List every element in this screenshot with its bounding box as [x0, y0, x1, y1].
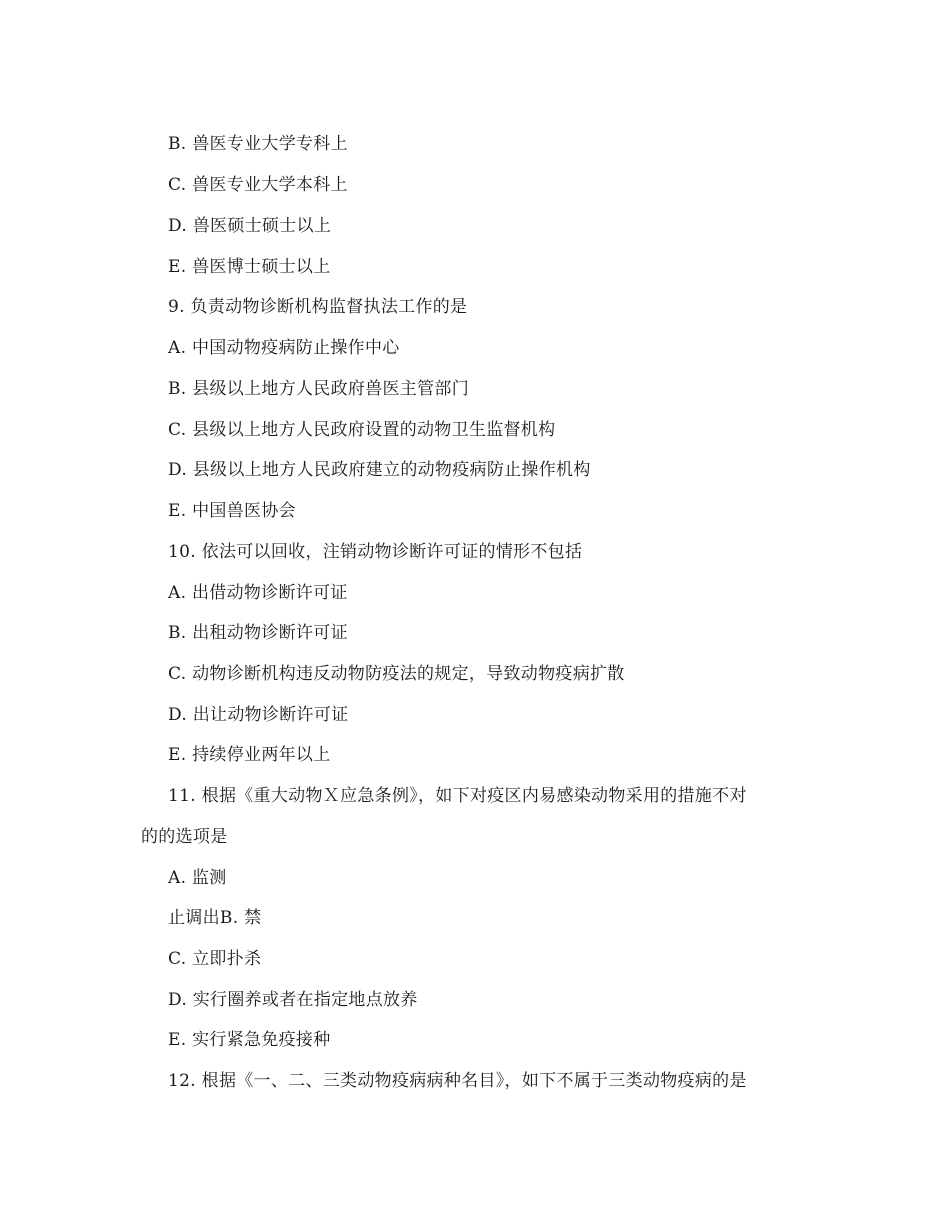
option-10a: A. 出借动物诊断许可证: [168, 583, 348, 603]
option-10b: B. 出租动物诊断许可证: [168, 623, 348, 643]
question-11-continuation: 的的选项是: [141, 827, 228, 847]
option-11d: D. 实行圈养或者在指定地点放养: [168, 990, 418, 1010]
question-9: 9. 负责动物诊断机构监督执法工作的是: [168, 297, 468, 317]
option-11c: C. 立即扑杀: [168, 949, 262, 969]
option-11e: E. 实行紧急免疫接种: [168, 1030, 331, 1050]
option-8e: E. 兽医博士硕士以上: [168, 257, 331, 277]
option-10d: D. 出让动物诊断许可证: [168, 705, 349, 725]
option-9c: C. 县级以上地方人民政府设置的动物卫生监督机构: [168, 420, 556, 440]
option-10c: C. 动物诊断机构违反动物防疫法的规定，导致动物疫病扩散: [168, 664, 625, 684]
option-11b: 止调出B. 禁: [168, 908, 262, 928]
question-12: 12. 根据《一、二、三类动物疫病病种名目》，如下不属于三类动物疫病的是: [168, 1071, 747, 1091]
option-11a: A. 监测: [168, 868, 227, 888]
option-9b: B. 县级以上地方人民政府兽医主管部门: [168, 379, 469, 399]
question-10: 10. 依法可以回收，注销动物诊断许可证的情形不包括: [168, 542, 583, 562]
option-8d: D. 兽医硕士硕士以上: [168, 216, 332, 236]
option-9d: D. 县级以上地方人民政府建立的动物疫病防止操作机构: [168, 460, 591, 480]
option-9e: E. 中国兽医协会: [168, 501, 296, 521]
question-11: 11. 根据《重大动物Ｘ应急条例》，如下对疫区内易感染动物采用的措施不对: [168, 786, 747, 806]
option-10e: E. 持续停业两年以上: [168, 745, 331, 765]
option-8b: B. 兽医专业大学专科上: [168, 134, 348, 154]
option-9a: A. 中国动物疫病防止操作中心: [168, 338, 400, 358]
option-8c: C. 兽医专业大学本科上: [168, 175, 348, 195]
